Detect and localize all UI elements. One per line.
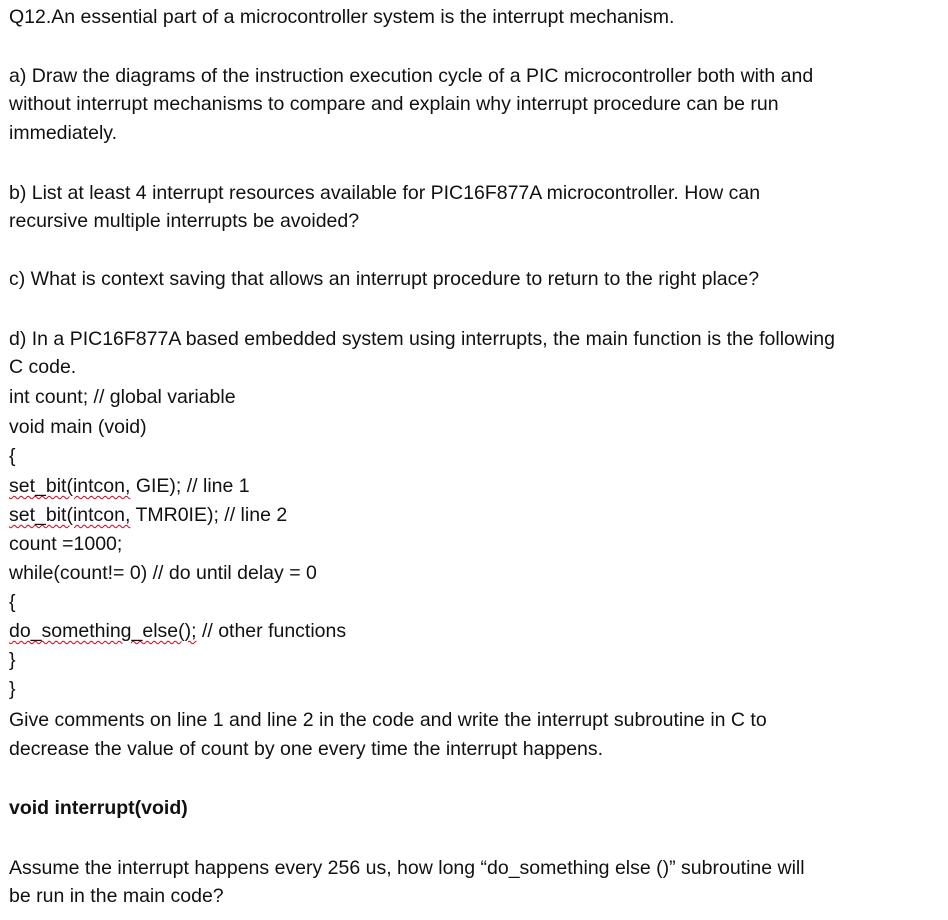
part-a-line-1: a) Draw the diagrams of the instruction execution cycle of a PIC microcontroller both with and <box>9 65 814 87</box>
part-a-line-2: without interrupt mechanisms to compare and explain why interrupt procedure can be run <box>9 93 779 115</box>
isr-signature: void interrupt(void) <box>9 797 188 819</box>
code-line-call-rest: // other functions <box>196 620 347 642</box>
final-question-line-1: Assume the interrupt happens every 256 us, how long “do_something else ()” subroutine will <box>9 857 805 879</box>
code-line-while: while(count!= 0) // do until delay = 0 <box>9 562 317 584</box>
code-line-1 <box>9 474 250 498</box>
code-line-global: int count; // global variable <box>9 386 236 408</box>
code-do-something-call: do_something_else(); <box>9 620 197 642</box>
code-line-while-open: { <box>9 591 16 613</box>
question-title: Q12.An essential part of a microcontroller system is the interrupt mechanism. <box>9 6 675 28</box>
part-d-line-2: C code. <box>9 356 77 378</box>
code-line-call <box>9 619 346 643</box>
code-line-open-brace: { <box>9 445 16 467</box>
part-a-line-3: immediately. <box>9 122 118 144</box>
code-line-while-close: } <box>9 649 16 671</box>
final-question-line-2: be run in the main code? <box>9 885 224 907</box>
code-line-2 <box>9 503 287 527</box>
code-line-count: count =1000; <box>9 533 123 555</box>
part-c-line-1: c) What is context saving that allows an interrupt procedure to return to the right place? <box>9 268 760 290</box>
part-d-line-1: d) In a PIC16F877A based embedded system using interrupts, the main function is the following <box>9 328 835 350</box>
code-line-main: void main (void) <box>9 416 147 438</box>
code-line-main-close: } <box>9 678 16 700</box>
comment-line-2: decrease the value of count by one every time the interrupt happens. <box>9 738 604 760</box>
part-b-line-2: recursive multiple interrupts be avoided? <box>9 210 360 232</box>
code-line-2-rest: TMR0IE); // line 2 <box>130 504 288 526</box>
code-set-bit-call: set_bit(intcon, <box>9 475 131 497</box>
code-set-bit-call: set_bit(intcon, <box>9 504 131 526</box>
comment-line-1: Give comments on line 1 and line 2 in the code and write the interrupt subroutine in C to <box>9 709 767 731</box>
part-b-line-1: b) List at least 4 interrupt resources available for PIC16F877A microcontroller. How can <box>9 182 761 204</box>
code-line-1-rest: GIE); // line 1 <box>130 475 250 497</box>
